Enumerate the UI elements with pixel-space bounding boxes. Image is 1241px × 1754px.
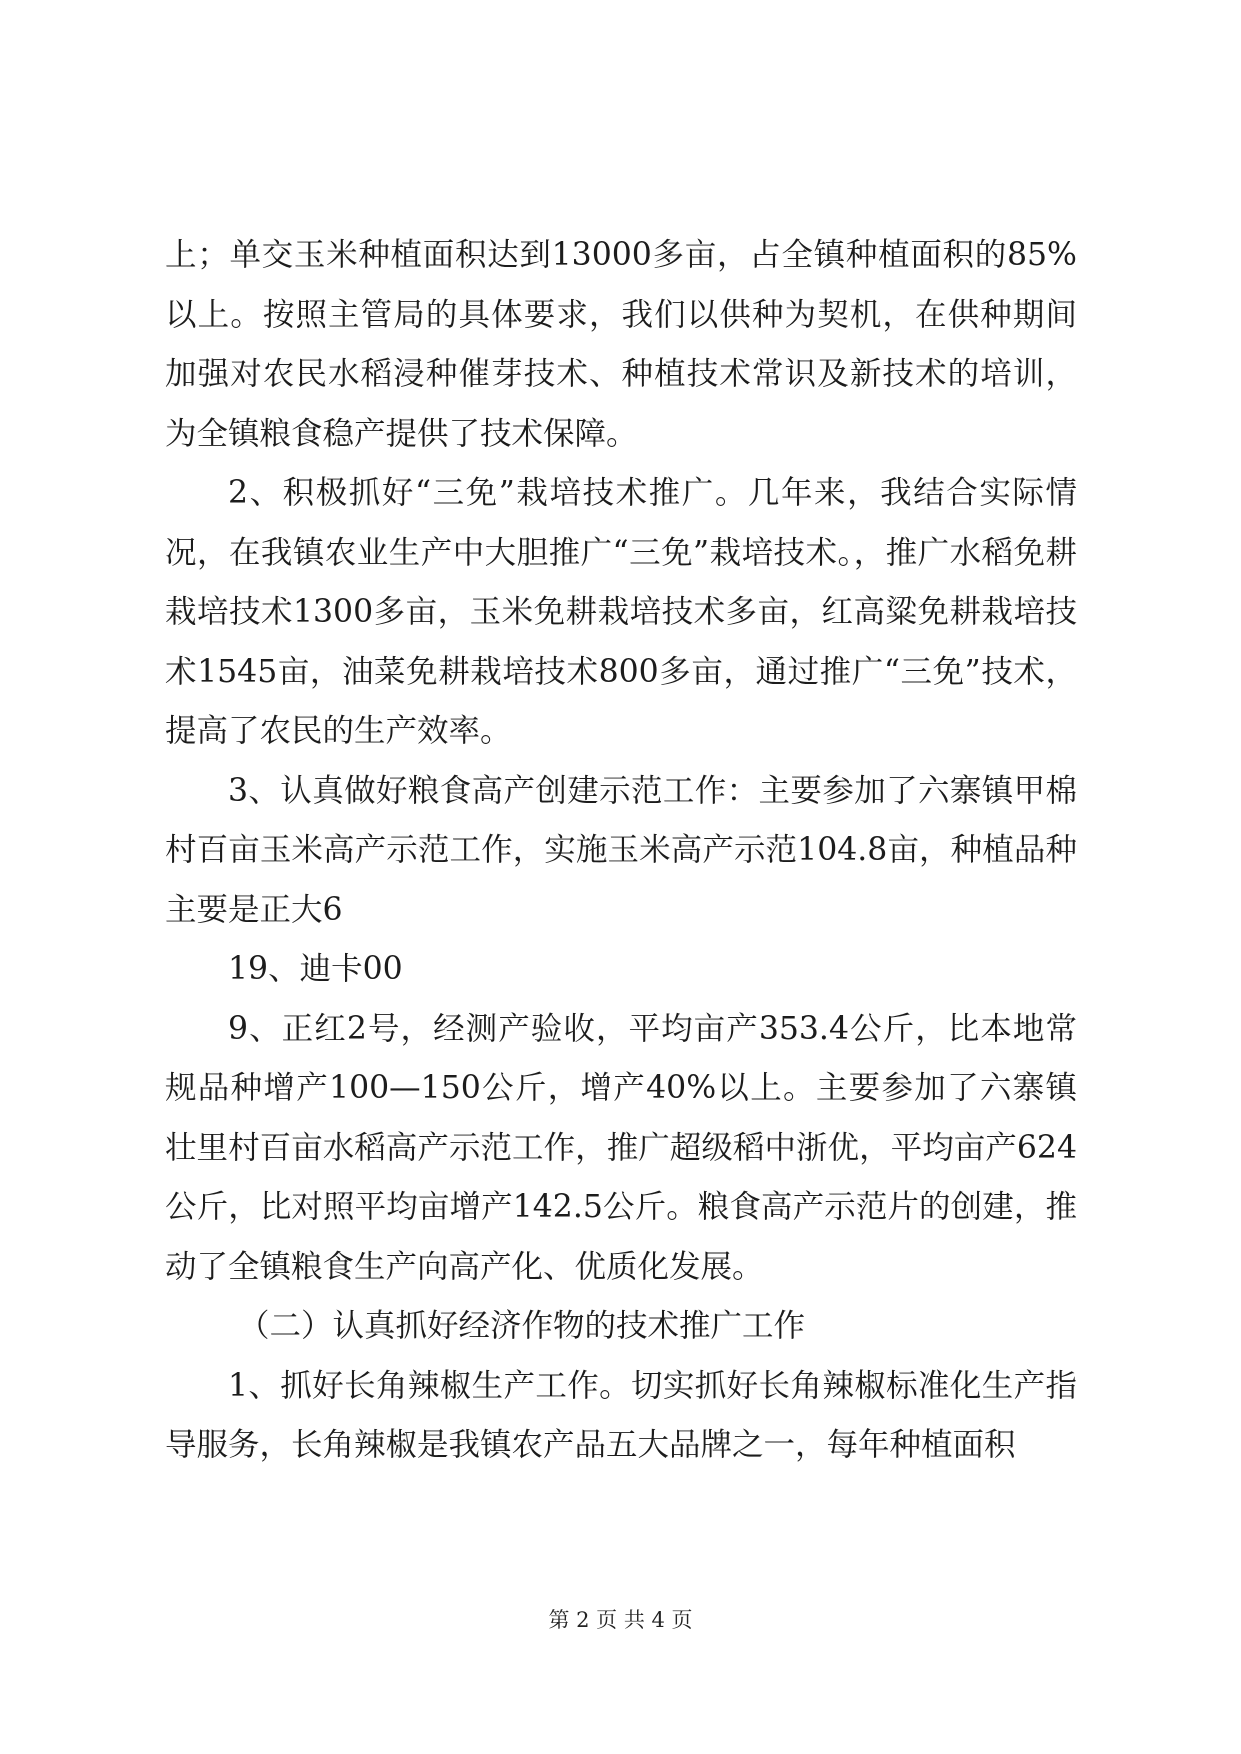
page-number-footer: 第 2 页 共 4 页	[548, 1608, 693, 1632]
paragraph-zhenghong-results: 9、正红2号，经测产验收，平均亩产353.4公斤，比本地常规品种增产100—150公斤，增产40%以上。主要参加了六寨镇壮里村百亩水稻高产示范工作，推广超级稻中浙优，平均亩产624公斤，比对照平均亩增产142.5公斤。粮食高产示范片的创建，推动了全镇粮食生产向高产化、优质化发展。	[165, 1010, 1077, 1285]
paragraph-high-yield-demonstration: 3、认真做好粮食高产创建示范工作：主要参加了六寨镇甲棉村百亩玉米高产示范工作，实施玉米高产示范104.8亩，种植品种主要是正大6	[165, 772, 1077, 928]
section-heading-cash-crops: （二）认真抓好经济作物的技术推广工作	[238, 1308, 806, 1344]
paragraph-three-free-cultivation: 2、积极抓好“三免”栽培技术推广。几年来，我结合实际情况，在我镇农业生产中大胆推广“三免”栽培技术。，推广水稻免耕栽培技术1300多亩，玉米免耕栽培技术多亩，红高粱免耕栽培技术1545亩，油菜免耕栽培技术800多亩，通过推广“三免”技术，提高了农民的生产效率。	[165, 475, 1077, 749]
paragraph-dika: 19、迪卡00	[228, 951, 403, 987]
paragraph-continuation: 上；单交玉米种植面积达到13000多亩，占全镇种植面积的85%以上。按照主管局的具体要求，我们以供种为契机，在供种期间加强对农民水稻浸种催芽技术、种植技术常识及新技术的培训，为全镇粮食稳产提供了技术保障。	[165, 237, 1077, 452]
paragraph-chili-production: 1、抓好长角辣椒生产工作。切实抓好长角辣椒标准化生产指导服务，长角辣椒是我镇农产品五大品牌之一，每年种植面积	[165, 1367, 1077, 1463]
document-body	[165, 226, 1077, 1476]
